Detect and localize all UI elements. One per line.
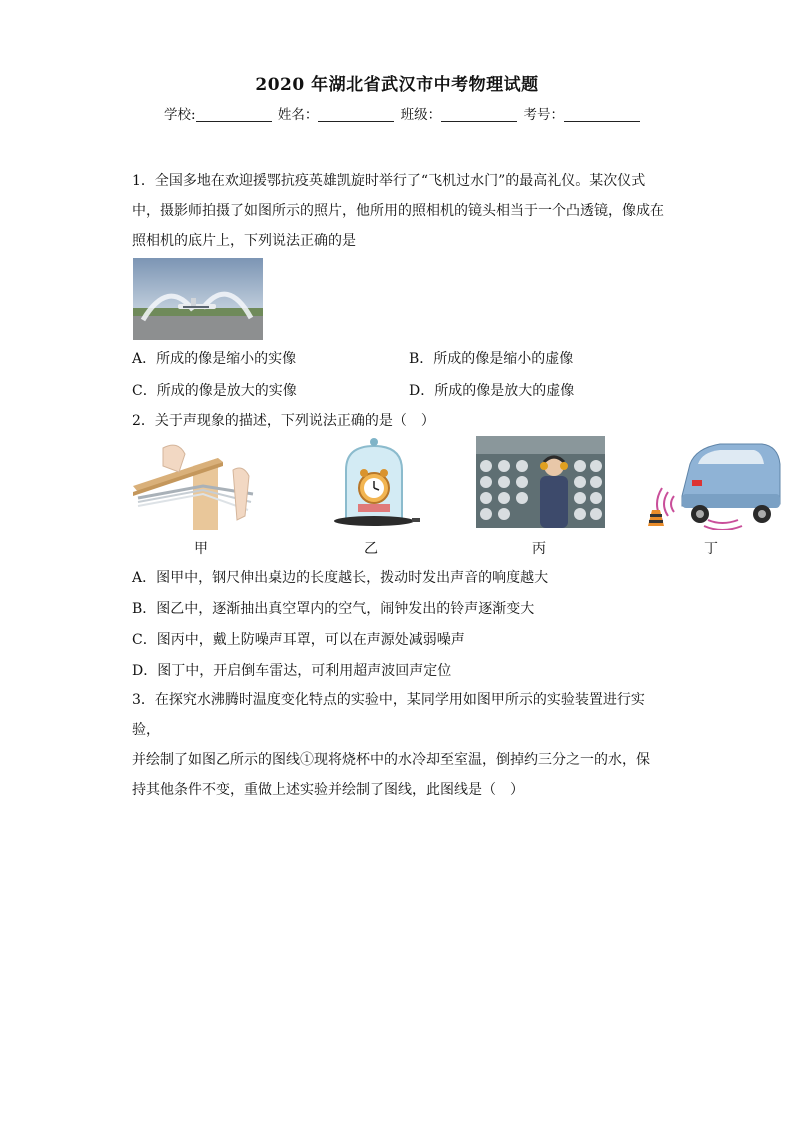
- figure-caption-jia: 甲: [194, 541, 208, 557]
- car-reversing-radar-figure: [642, 434, 782, 530]
- q1-option-c[interactable]: C．所成的像是放大的实像: [132, 383, 297, 399]
- question-1-line: 中，摄影师拍摄了如图所示的照片，他所用的照相机的镜头相当于一个凸透镜，像成在: [132, 203, 664, 219]
- q2-option-d[interactable]: D．图丁中，开启倒车雷达，可利用超声波回声定位: [132, 663, 452, 679]
- question-1-line: 照相机的底片上，下列说法正确的是: [132, 233, 356, 249]
- question-3-line: 3．在探究水沸腾时温度变化特点的实验中，某同学用如图甲所示的实验装置进行实验，: [132, 692, 645, 738]
- figure-caption-ding: 丁: [704, 541, 718, 557]
- figure-caption-bing: 丙: [532, 541, 546, 557]
- class-field[interactable]: [441, 107, 517, 122]
- question-1-stem: [132, 166, 666, 256]
- student-info-row: [164, 103, 642, 123]
- exam-number-label: 考号：: [523, 107, 564, 123]
- class-label: 班级：: [400, 107, 442, 123]
- question-2-stem: 2．关于声现象的描述，下列说法正确的是（ ）: [132, 413, 435, 429]
- q2-option-a[interactable]: A．图甲中，钢尺伸出桌边的长度越长，拨动时发出声音的响度越大: [132, 570, 549, 586]
- question-1-line: 1．全国多地在欢迎援鄂抗疫英雄凯旋时举行了“飞机过水门”的最高礼仪。某次仪式: [132, 173, 646, 189]
- figure-caption-yi: 乙: [364, 541, 378, 557]
- ruler-on-table-figure: [133, 436, 268, 530]
- question-3-line: 持其他条件不变，重做上述实验并绘制了图线，此图线是（ ）: [132, 782, 524, 798]
- school-label: 学校:: [164, 107, 196, 123]
- page-title: 2020 年湖北省武汉市中考物理试题: [255, 75, 539, 95]
- school-field[interactable]: [196, 107, 272, 122]
- exam-number-field[interactable]: [564, 107, 640, 122]
- q1-option-b[interactable]: B．所成的像是缩小的虚像: [409, 351, 574, 367]
- question-3-stem: [132, 685, 672, 805]
- bell-jar-clock-figure: [328, 436, 420, 528]
- name-field[interactable]: [318, 107, 394, 122]
- q2-option-b[interactable]: B．图乙中，逐渐抽出真空罩内的空气，闹钟发出的铃声逐渐变大: [132, 601, 535, 617]
- airplane-water-gate-photo: [133, 258, 263, 340]
- factory-worker-earmuffs-figure: [476, 436, 605, 528]
- q1-option-a[interactable]: A．所成的像是缩小的实像: [132, 351, 297, 367]
- q1-option-d[interactable]: D．所成的像是放大的虚像: [409, 383, 575, 399]
- q2-option-c[interactable]: C．图丙中，戴上防噪声耳罩，可以在声源处减弱噪声: [132, 632, 465, 648]
- question-3-line: 并绘制了如图乙所示的图线①现将烧杯中的水冷却至室温，倒掉约三分之一的水，保: [132, 752, 650, 768]
- name-label: 姓名：: [277, 107, 319, 123]
